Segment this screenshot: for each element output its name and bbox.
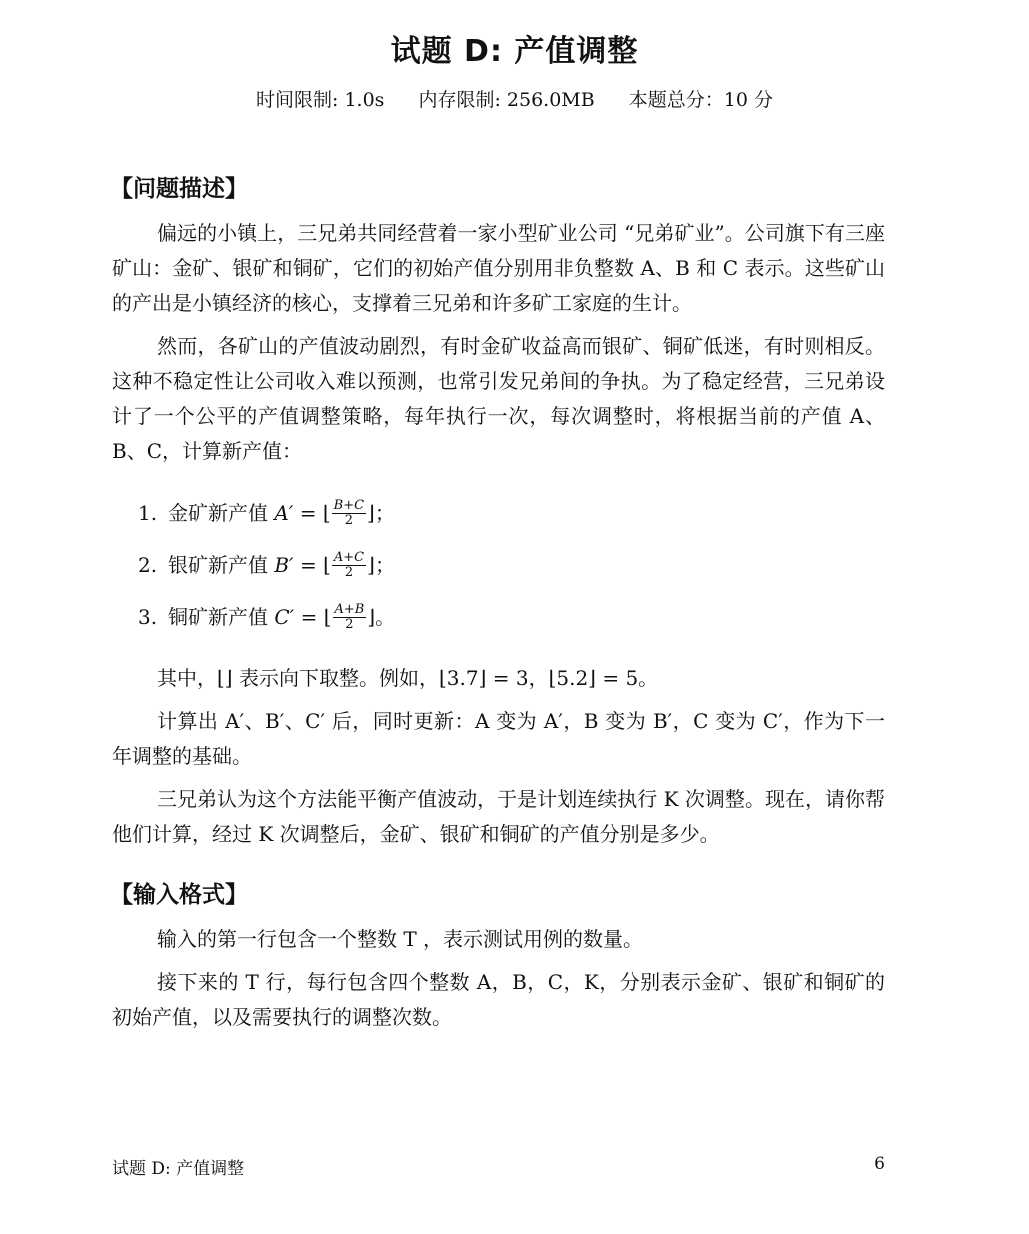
formula-lhs: C′ <box>274 605 295 629</box>
formula-label: 铜矿新产值 <box>168 605 268 629</box>
fraction-numerator: B+C <box>333 497 365 513</box>
floor-left: ⌊ <box>323 605 332 629</box>
total-score: 本题总分：10 分 <box>628 89 773 111</box>
fraction-denominator: 2 <box>344 564 354 580</box>
floor-right: ⌋ <box>367 501 375 525</box>
formula-end: ； <box>374 501 395 525</box>
problem-content <box>112 170 885 1035</box>
formula-label: 银矿新产值 <box>168 553 268 577</box>
formula-number: 3. <box>138 605 158 629</box>
formula-eq: = <box>300 605 318 629</box>
problem-para-2: 然而，各矿山的产值波动剧烈，有时金矿收益高而银矿、铜矿低迷，有时则相反。这种不稳定性让公司收入难以预测，也常引发兄弟间的争执。为了稳定经营，三兄弟设计了一个公平的产值调整策略，每年执行一次，每次调整时，将根据当前的产值 A、B、C，计算新产值： <box>112 334 885 463</box>
limits-line <box>0 85 1029 112</box>
page-title: 试题 D: 产值调整 <box>390 34 639 69</box>
input-para-1: 输入的第一行包含一个整数 T ，表示测试用例的数量。 <box>157 927 644 951</box>
formula-list <box>112 487 885 643</box>
fraction-numerator: A+B <box>334 601 365 617</box>
memory-limit: 内存限制: 256.0MB <box>418 89 595 111</box>
page-number: 6 <box>874 1154 885 1174</box>
problem-para-1: 偏远的小镇上，三兄弟共同经营着一家小型矿业公司 “兄弟矿业”。公司旗下有三座矿山：金矿、银矿和铜矿，它们的初始产值分别用非负整数 A、B 和 C 表示。这些矿山的产出是小镇经济的核心，支撑着三兄弟和许多矿工家庭的生计。 <box>112 221 885 315</box>
problem-para-3: 其中，⌊⌋ 表示向下取整。例如，⌊3.7⌋ = 3，⌊5.2⌋ = 5。 <box>157 666 659 690</box>
input-format-heading: 【输入格式】 <box>110 882 248 908</box>
problem-para-4: 计算出 A′、B′、C′ 后，同时更新：A 变为 A′，B 变为 B′，C 变为 C′，作为下一年调整的基础。 <box>112 709 885 768</box>
problem-heading: 【问题描述】 <box>110 176 248 202</box>
fraction-denominator: 2 <box>344 512 353 528</box>
footer-title: 试题 D: 产值调整 <box>112 1159 245 1179</box>
floor-left: ⌊ <box>322 501 331 525</box>
fraction-denominator: 2 <box>345 616 354 632</box>
fraction <box>332 499 366 528</box>
problem-para-5: 三兄弟认为这个方法能平衡产值波动，于是计划连续执行 K 次调整。现在，请你帮他们计算，经过 K 次调整后，金矿、银矿和铜矿的产值分别是多少。 <box>112 787 885 846</box>
fraction <box>332 551 366 580</box>
page-footer <box>112 1154 885 1179</box>
formula-item <box>112 539 885 591</box>
fraction <box>333 603 367 632</box>
formula-number: 1. <box>138 501 158 525</box>
formula-lhs: A′ <box>274 501 294 525</box>
time-limit: 时间限制: 1.0s <box>256 89 385 111</box>
formula-label: 金矿新产值 <box>168 501 268 525</box>
floor-right: ⌋ <box>367 553 375 577</box>
formula-end: ； <box>374 553 395 577</box>
formula-eq: = <box>299 553 317 577</box>
formula-end: 。 <box>375 605 396 629</box>
floor-right: ⌋ <box>367 605 376 629</box>
input-para-2: 接下来的 T 行，每行包含四个整数 A，B，C，K，分别表示金矿、银矿和铜矿的初始产值，以及需要执行的调整次数。 <box>112 970 885 1029</box>
fraction-numerator: A+C <box>333 549 365 565</box>
formula-number: 2. <box>138 553 158 577</box>
formula-item <box>112 487 885 539</box>
formula-item <box>112 591 885 643</box>
formula-lhs: B′ <box>274 553 294 577</box>
formula-eq: = <box>299 501 317 525</box>
floor-left: ⌊ <box>323 553 331 577</box>
